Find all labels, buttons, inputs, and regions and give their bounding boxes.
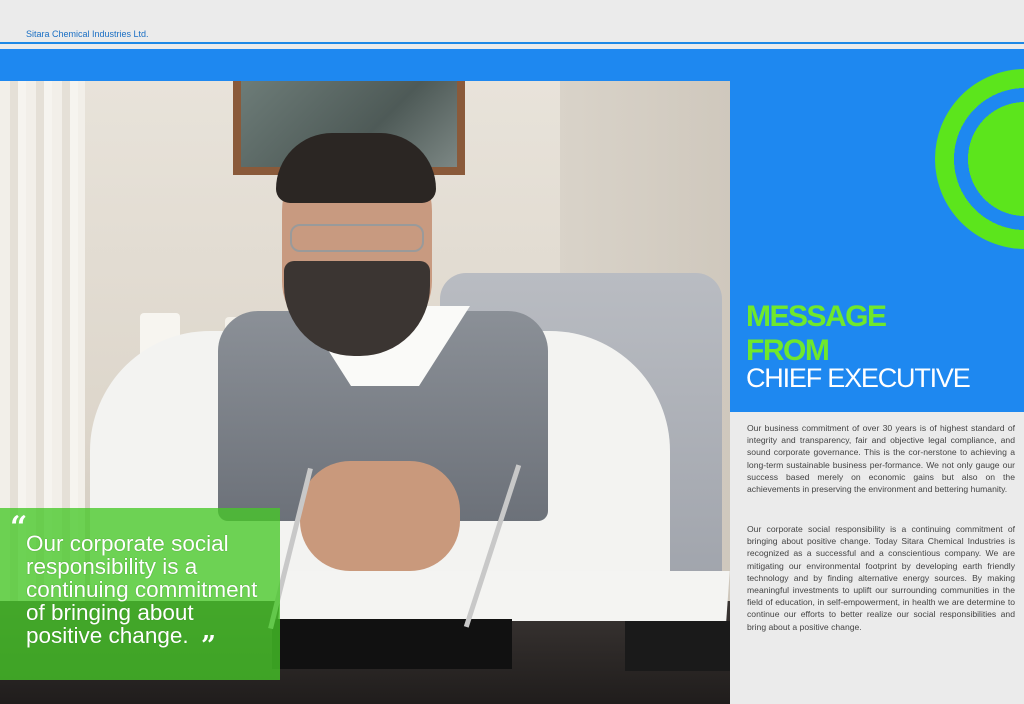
close-quote-mark: ” [201, 631, 216, 661]
pen-stand [272, 619, 512, 669]
body-paragraph-1: Our business commitment of over 30 years is of highest standard of integrity and transparency, fair and objective legal compliance, and sound corporate governance. This is the cor-nerstone to achieving a long-term sustainable business per-formance. We not only gauge our success based merely on economic gains but also on the achievements in preserving the environment and bettering humanity. [747, 423, 1015, 495]
desk-tray [625, 621, 730, 671]
papers [278, 571, 729, 621]
pull-quote [0, 508, 280, 680]
company-name: Sitara Chemical Industries Ltd. [26, 29, 149, 39]
quote-text: Our corporate social responsibility is a continuing commitment of bringing about positive change. [26, 531, 258, 648]
heading-line-3: CHIEF EXECUTIVE [746, 363, 970, 393]
heading-line-2: FROM [746, 334, 829, 367]
glasses [290, 224, 424, 252]
header-rule [0, 42, 1024, 44]
body-paragraph-2: Our corporate social responsibility is a continuing commitment of bringing about positive change. Today Sitara Chemical Industries is recognized as a successful and a conscientious company. We are mitigating our environmental footprint by developing earth friendly technology and by finding alternative energy sources. By making meaningful investments to uplift our surrounding communities in the field of education, in self-empowerment, in health we are determine to continue our efforts to better realize our social responsibilities and bring about a positive change. [747, 524, 1015, 632]
open-quote-mark: “ [10, 510, 28, 545]
hair [276, 133, 436, 203]
top-strip [0, 0, 1024, 46]
blue-band [0, 49, 1024, 81]
heading-line-1: MESSAGE [746, 300, 886, 333]
clasped-hands [300, 461, 460, 571]
